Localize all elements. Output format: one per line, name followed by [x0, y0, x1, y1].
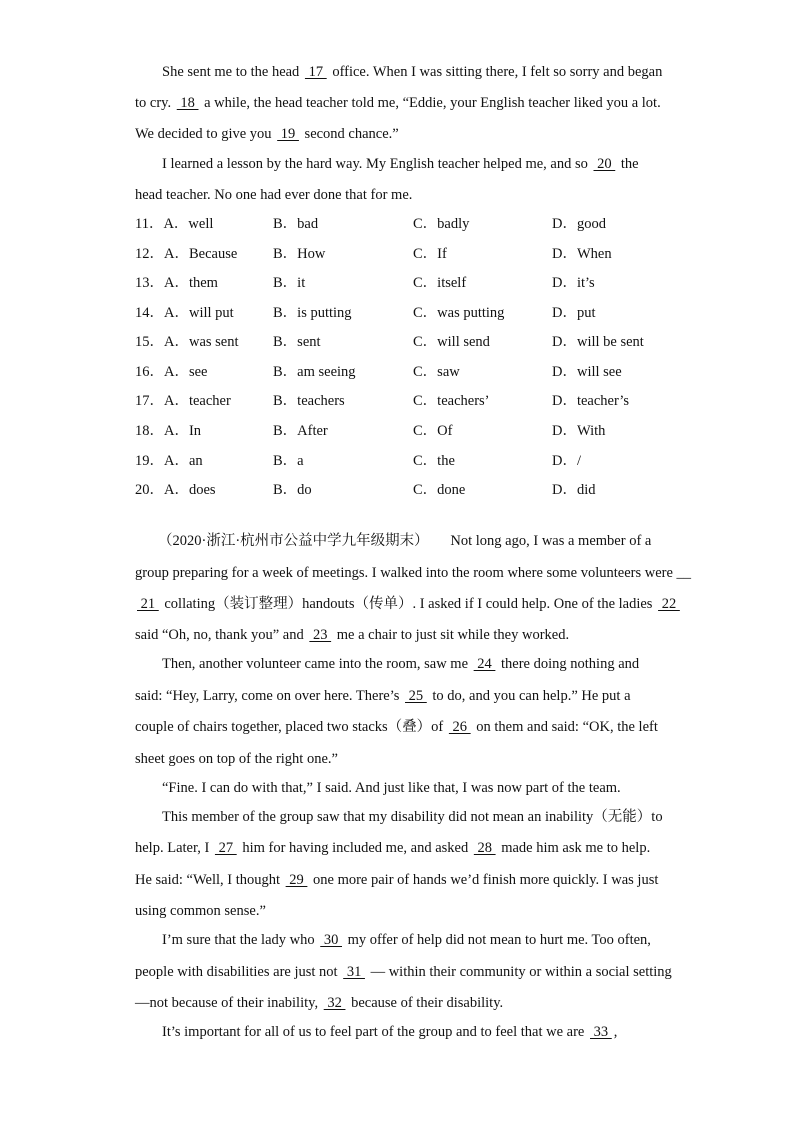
passage-line: couple of chairs together, placed two stacks（叠）of 26 on them and said: “OK, the left — [135, 719, 658, 735]
option-c: C．the — [413, 453, 455, 469]
option-a: 16．A．see — [135, 364, 208, 380]
answer-blank: 21 — [137, 596, 159, 612]
option-d: D．When — [552, 246, 612, 262]
answer-blank: 20 — [593, 156, 616, 172]
answer-blank: 24 — [473, 656, 496, 672]
passage-line: Then, another volunteer came into the room, saw me 24 there doing nothing and — [162, 656, 640, 672]
passage-line: head teacher. No one had ever done that for me. — [135, 187, 413, 203]
passage-line: sheet goes on top of the right one.” — [135, 751, 338, 767]
passage-line: help. Later, I 27 him for having included me, and asked 28 made him ask me to help. — [135, 840, 651, 856]
passage-line: 21 collating（装订整理）handouts（传单）. I asked if I could help. One of the ladies 22 — [137, 596, 680, 612]
option-d: D．put — [552, 305, 596, 321]
option-c: C．will send — [413, 334, 490, 350]
passage-line: I’m sure that the lady who 30 my offer of help did not mean to hurt me. Too often, — [162, 932, 651, 948]
option-d: D．will see — [552, 364, 622, 380]
option-b: B．sent — [273, 334, 321, 350]
answer-blank: 18 — [176, 95, 199, 111]
option-a: 13．A．them — [135, 275, 218, 291]
source-line: （2020·浙江·杭州市公益中学九年级期末） Not long ago, I was a member of a — [158, 533, 652, 549]
passage-line: She sent me to the head 17 office. When I was sitting there, I felt so sorry and began — [162, 64, 663, 80]
option-b: B．it — [273, 275, 306, 291]
option-c: C．done — [413, 482, 466, 498]
option-c: C．was putting — [413, 305, 505, 321]
passage-line: We decided to give you 19 second chance.” — [135, 126, 399, 142]
passage-line: He said: “Well, I thought 29 one more pair of hands we’d finish more quickly. I was just — [135, 872, 659, 888]
answer-blank: 32 — [323, 995, 346, 1011]
answer-blank: 19 — [277, 126, 299, 142]
option-a: 19．A．an — [135, 453, 203, 469]
option-b: B．a — [273, 453, 304, 469]
option-b: B．After — [273, 423, 328, 439]
option-c: C．badly — [413, 216, 470, 232]
option-b: B．teachers — [273, 393, 345, 409]
option-b: B．am seeing — [273, 364, 356, 380]
option-d: D．/ — [552, 453, 581, 469]
passage-line: said: “Hey, Larry, come on over here. There’s 25 to do, and you can help.” He put a — [135, 688, 631, 704]
option-a: 20．A．does — [135, 482, 216, 498]
passage-line: It’s important for all of us to feel part of the group and to feel that we are 33 , — [162, 1024, 618, 1040]
passage-line: people with disabilities are just not 31 — within their community or within a social setting — [135, 964, 672, 980]
option-c: C．saw — [413, 364, 460, 380]
option-a: 11．A．well — [135, 216, 214, 232]
passage-line: This member of the group saw that my disability did not mean an inability（无能）to — [162, 809, 663, 825]
option-d: D．With — [552, 423, 606, 439]
option-c: C．Of — [413, 423, 453, 439]
passage-line: “Fine. I can do with that,” I said. And just like that, I was now part of the team. — [162, 780, 621, 796]
option-d: D．good — [552, 216, 606, 232]
passage-line: —not because of their inability, 32 because of their disability. — [135, 995, 504, 1011]
answer-blank: 28 — [473, 840, 496, 856]
passage-line: using common sense.” — [135, 903, 266, 919]
option-d: D．teacher’s — [552, 393, 630, 409]
option-a: 17．A．teacher — [135, 393, 231, 409]
answer-blank: 27 — [214, 840, 237, 856]
option-b: B．bad — [273, 216, 319, 232]
option-d: D．did — [552, 482, 596, 498]
option-d: D．will be sent — [552, 334, 644, 350]
option-a: 15．A．was sent — [135, 334, 239, 350]
option-c: C．If — [413, 246, 447, 262]
answer-blank: 22 — [658, 596, 680, 612]
answer-blank: 31 — [343, 964, 365, 980]
option-d: D．it’s — [552, 275, 595, 291]
answer-blank: 25 — [405, 688, 427, 704]
answer-blank: 33 — [590, 1024, 612, 1040]
option-a: 18．A．In — [135, 423, 202, 439]
answer-blank: 23 — [309, 627, 332, 643]
answer-blank: 29 — [285, 872, 308, 888]
passage-line: said “Oh, no, thank you” and 23 me a chair to just sit while they worked. — [135, 627, 570, 643]
passage-line: I learned a lesson by the hard way. My English teacher helped me, and so 20 the — [162, 156, 639, 172]
option-a: 14．A．will put — [135, 305, 234, 321]
passage-line: group preparing for a week of meetings. I walked into the room where some volunteers were __ — [135, 565, 692, 581]
passage-line: to cry. 18 a while, the head teacher told me, “Eddie, your English teacher liked you a lot. — [135, 95, 661, 111]
option-c: C．itself — [413, 275, 467, 291]
answer-blank: 30 — [320, 932, 342, 948]
option-a: 12．A．Because — [135, 246, 238, 262]
answer-blank: 17 — [304, 64, 327, 80]
option-b: B．How — [273, 246, 326, 262]
answer-blank: 26 — [448, 719, 471, 735]
option-b: B．do — [273, 482, 312, 498]
option-b: B．is putting — [273, 305, 352, 321]
option-c: C．teachers’ — [413, 393, 490, 409]
